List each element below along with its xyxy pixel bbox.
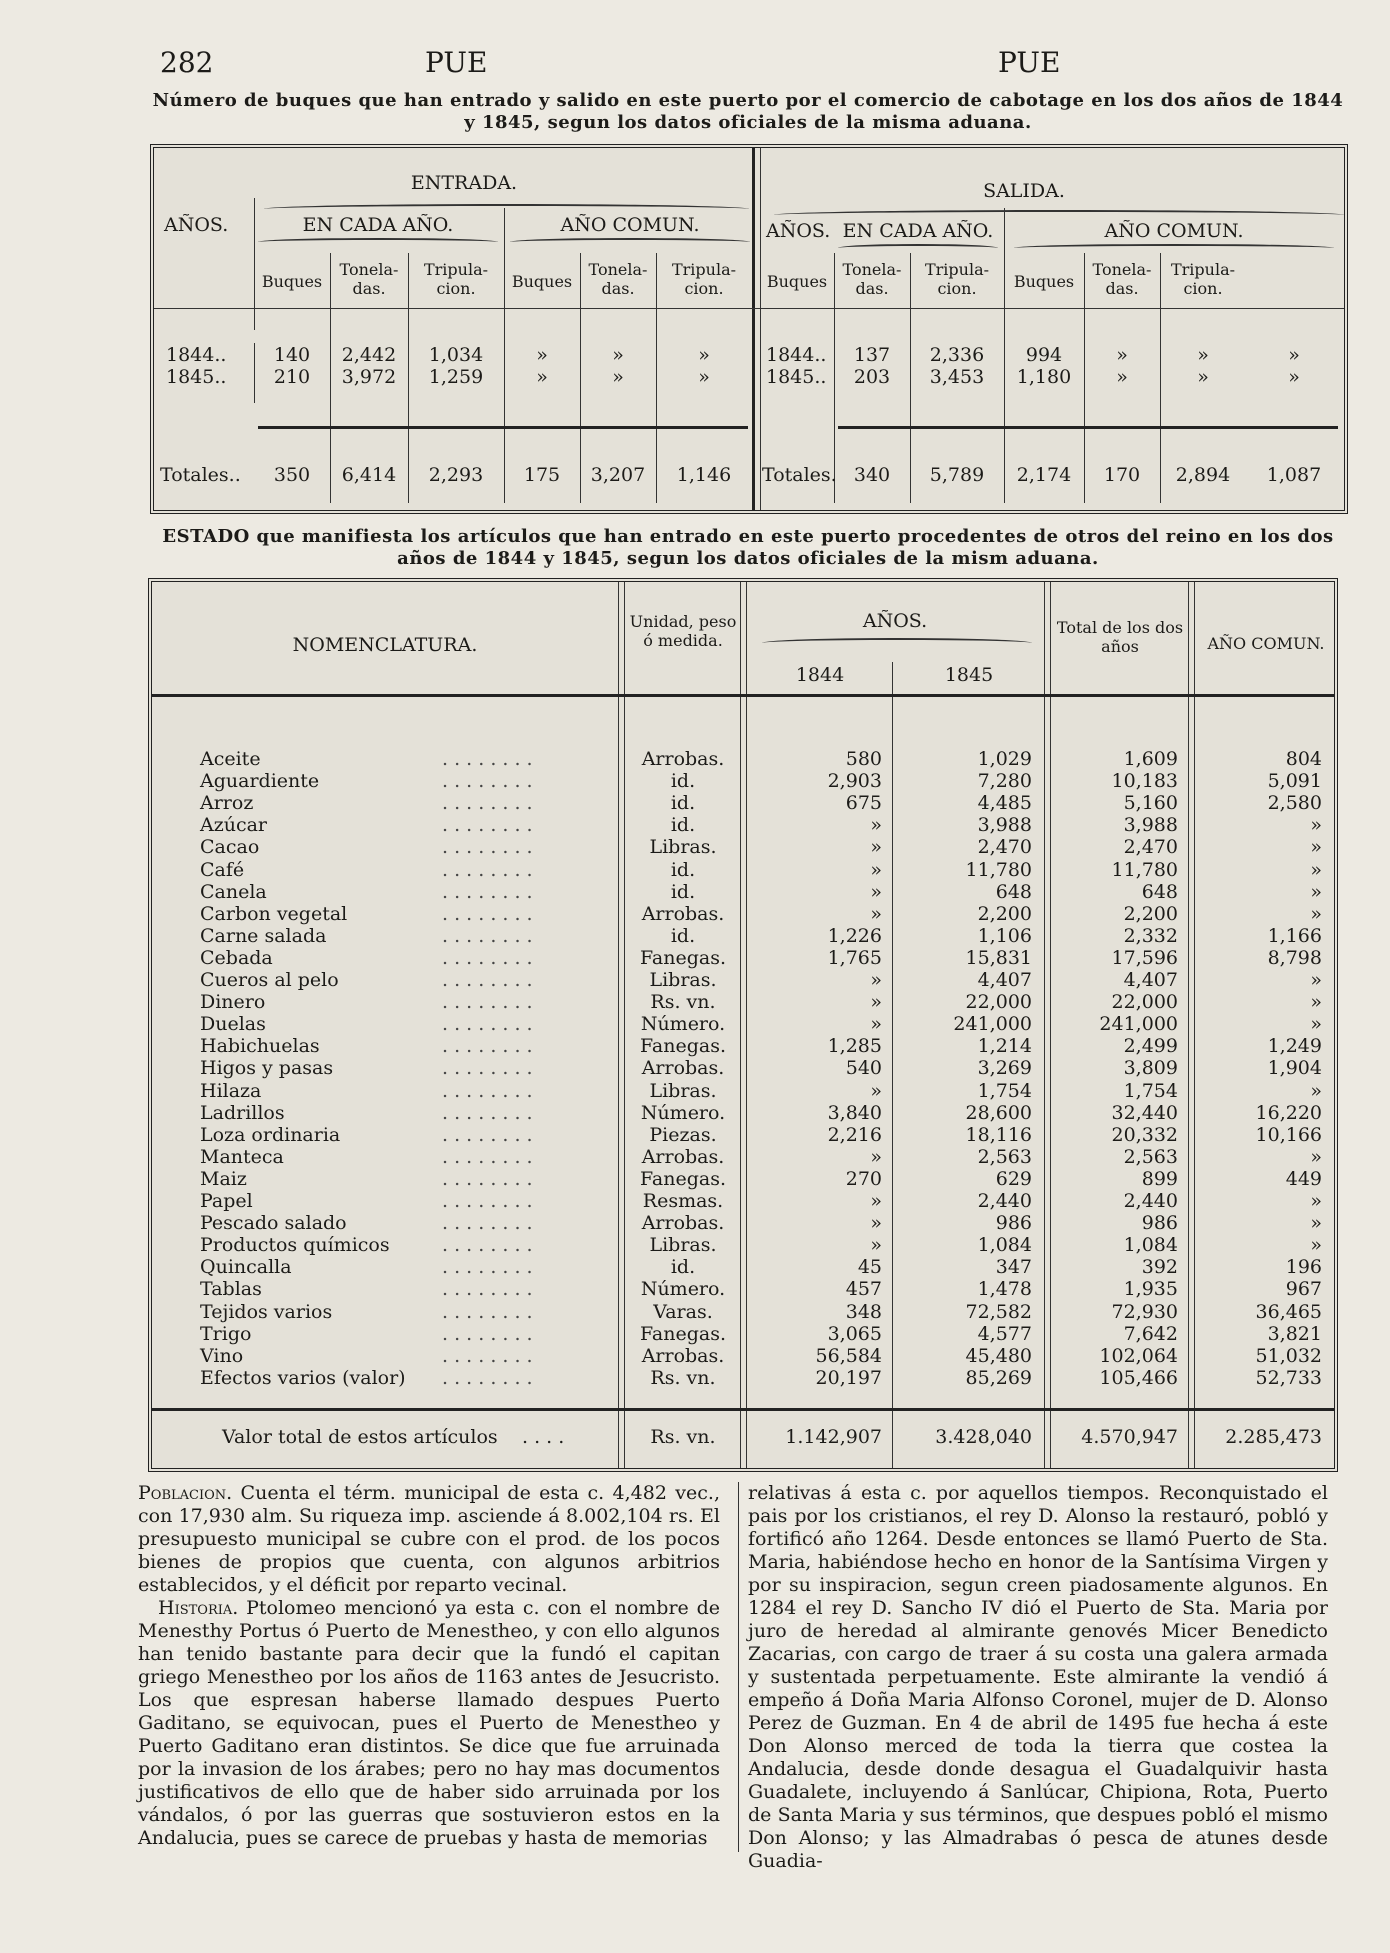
salida-brace: [774, 210, 1344, 220]
article-cell: 32,440: [1111, 1101, 1178, 1124]
table-row: [152, 881, 1334, 903]
article-name: Carne salada: [200, 924, 327, 947]
leader-dots: . . . . . . . .: [442, 946, 533, 969]
leader-dots: . . . . . . . .: [442, 1344, 533, 1367]
table-row: [152, 1035, 1334, 1057]
col-tripulacion-salida-comun: Tripula-cion.: [1170, 260, 1236, 298]
article-cell: 2,563: [1123, 1145, 1178, 1168]
table-row: [152, 1124, 1334, 1146]
article-cell: »: [870, 1079, 882, 1102]
article-cell: 1,106: [977, 924, 1032, 947]
article-cell: »: [870, 1013, 882, 1036]
article-cell: id.: [670, 792, 696, 815]
en-cada-ano-salida: EN CADA AÑO.: [842, 220, 994, 242]
article-cell: 3,269: [977, 1057, 1032, 1080]
article-name: Canela: [200, 880, 267, 903]
article-cell: 22,000: [1111, 991, 1178, 1014]
article-cell: 1,935: [1123, 1278, 1178, 1301]
article-cell: 241,000: [1099, 1013, 1178, 1036]
article-cell: Arrobas.: [641, 1344, 725, 1367]
running-header: [160, 46, 1080, 86]
article-cell: Piezas.: [649, 1123, 717, 1146]
table-row: [152, 1102, 1334, 1124]
article-cell: 986: [1141, 1212, 1178, 1235]
header-left-word: PUE: [425, 46, 488, 79]
article-name: Duelas: [200, 1013, 266, 1036]
article-cell: 2,440: [1123, 1190, 1178, 1212]
article-cell: »: [870, 836, 882, 859]
article-cell: »: [870, 880, 882, 903]
col-toneladas-salida-comun: Tonela-das.: [1092, 260, 1152, 298]
article-cell: 7,642: [1123, 1322, 1178, 1345]
article-cell: 10,183: [1111, 770, 1178, 793]
leader-dots: . . . . . . . .: [442, 1256, 533, 1279]
article-cell: 7,280: [977, 770, 1032, 793]
article-cell: 648: [995, 880, 1032, 903]
article-cell: 18,116: [965, 1123, 1032, 1146]
table-row: [152, 1323, 1334, 1345]
shipping-table: [150, 144, 1348, 514]
total-value-row: Valor total de estos artículos . . . . Rs. vn. 1.142,907 3.428,040 4.570,947 2.285,473: [222, 1426, 1322, 1448]
col-buques: Buques: [261, 272, 323, 291]
leader-dots: . . . . . . . .: [442, 770, 533, 793]
table-row: [152, 1278, 1334, 1300]
historia-text: Ptolomeo mencionó ya esta c. con el nombre de Menesthy Portus ó Puerto de Menestheo, y con ello algunos han tenido bastante para decir que la fundó el capitan griego Menestheo por los años de 1163 antes de Jesucristo. Los que espresan haberse llamado despues Puerto Gaditano, se equivocan, pues el Puerto de Menestheo y Puerto Gaditano eran distintos. Se dice que fue arruinada por la invasion de los árabes; pero no hay mas documentos justificativos de ello que de haber sido arruinada por los vándalos, ó por las guerras que sostuvieron estos en la Andalucia, pues se carece de pruebas y hasta de memorias: [138, 1597, 720, 1849]
article-cell: »: [1310, 1013, 1322, 1036]
leader-dots: . . . . . . . .: [442, 1278, 533, 1301]
leader-dots: . . . . . . . .: [442, 1322, 533, 1345]
article-cell: »: [1310, 836, 1322, 859]
article-name: Azúcar: [200, 814, 268, 837]
article-cell: Fanegas.: [640, 1322, 726, 1345]
article-cell: 11,780: [1111, 858, 1178, 881]
col-ano-comun: AÑO COMUN.: [1207, 634, 1325, 653]
leader-dots: . . . . . . . .: [442, 902, 533, 925]
article-name: Efectos varios (valor): [200, 1366, 406, 1389]
article-cell: 5,091: [1267, 770, 1322, 793]
article-cell: »: [870, 1234, 882, 1257]
article-cell: 1,166: [1267, 924, 1322, 947]
table-row: [152, 1212, 1334, 1234]
article-name: Pescado salado: [200, 1212, 347, 1235]
col-anos: AÑOS.: [862, 610, 928, 632]
entrada-brace: [264, 204, 749, 214]
leader-dots: . . . . . . . .: [442, 880, 533, 903]
leader-dots: . . . . . . . .: [442, 1101, 533, 1124]
article-cell: Número.: [640, 1013, 726, 1036]
article-cell: 28,600: [965, 1101, 1032, 1124]
article-cell: 20,332: [1111, 1123, 1178, 1146]
col-tripulacion-comun: Tripula-cion.: [671, 260, 737, 298]
table-row: [152, 1367, 1334, 1389]
article-cell: 56,584: [815, 1344, 882, 1367]
col-total: Total de los dos años: [1056, 618, 1184, 656]
ano-comun-entrada: AÑO COMUN.: [560, 214, 700, 236]
ano-comun-salida: AÑO COMUN.: [1104, 220, 1244, 242]
page-number: 282: [160, 46, 214, 79]
article-cell: 52,733: [1255, 1366, 1322, 1389]
table-row: 1844.. 140 2,442 1,034 » » » 1844.. 137 2,336 994 » » »: [166, 344, 1300, 366]
article-cell: »: [1310, 1145, 1322, 1168]
article-cell: Rs. vn.: [650, 1366, 716, 1389]
leader-dots: . . . . . . . .: [442, 1035, 533, 1058]
article-cell: 648: [1141, 880, 1178, 903]
leader-dots: . . . . . . . .: [442, 1234, 533, 1257]
table-row: [152, 969, 1334, 991]
article-cell: 1,084: [977, 1234, 1032, 1257]
col-buques-salida-comun: Buques: [1013, 272, 1075, 291]
article-cell: 2,563: [977, 1145, 1032, 1168]
article-cell: 2,332: [1123, 924, 1178, 947]
article-name: Trigo: [200, 1322, 252, 1345]
article-cell: 392: [1141, 1256, 1178, 1279]
article-cell: 45,480: [965, 1344, 1032, 1367]
col-buques-comun: Buques: [511, 272, 573, 291]
article-cell: 22,000: [965, 991, 1032, 1014]
article-cell: Arrobas.: [641, 902, 725, 925]
article-name: Dinero: [200, 991, 266, 1014]
article-cell: 1,285: [827, 1035, 882, 1058]
article-cell: »: [1310, 858, 1322, 881]
leader-dots: . . . . . . . .: [442, 836, 533, 859]
totals-row: Totales.. 350 6,414 2,293 175 3,207 1,146 Totales. 340 5,789 2,174 170 2,894 1,087: [160, 464, 1322, 486]
left-column-text: [138, 1482, 720, 1850]
article-cell: »: [1310, 1190, 1322, 1212]
historia-heading: Historia.: [158, 1597, 239, 1619]
leader-dots: . . . . . . . .: [442, 748, 533, 770]
table-row: [152, 1013, 1334, 1035]
leader-dots: . . . . . . . .: [442, 1167, 533, 1190]
article-cell: 11,780: [965, 858, 1032, 881]
article-cell: 3,840: [827, 1101, 882, 1124]
leader-dots: . . . . . . . .: [442, 858, 533, 881]
table-row: [152, 903, 1334, 925]
article-cell: Rs. vn.: [650, 991, 716, 1014]
article-cell: Fanegas.: [640, 946, 726, 969]
article-cell: »: [1310, 1079, 1322, 1102]
leader-dots: . . . . . . . .: [442, 991, 533, 1014]
article-name: Vino: [200, 1344, 244, 1367]
article-cell: 4,407: [1123, 969, 1178, 991]
article-cell: 2,216: [827, 1123, 882, 1146]
col-toneladas-comun: Tonela-das.: [588, 260, 648, 298]
leader-dots: . . . . . . . .: [442, 924, 533, 947]
article-name: Aguardiente: [200, 770, 320, 793]
article-cell: id.: [670, 880, 696, 903]
article-cell: 449: [1285, 1167, 1322, 1190]
col-toneladas-salida: Tonela-das.: [842, 260, 902, 298]
article-cell: 348: [845, 1300, 882, 1323]
article-cell: 2,903: [827, 770, 882, 793]
anos-label-salida: AÑOS.: [766, 220, 831, 242]
article-cell: 8,798: [1267, 946, 1322, 969]
article-cell: 2,499: [1123, 1035, 1178, 1058]
article-cell: 17,596: [1111, 946, 1178, 969]
article-name: Hilaza: [200, 1079, 262, 1102]
table-row: [152, 1146, 1334, 1168]
leader-dots: . . . . . . . .: [442, 814, 533, 837]
table-row: [152, 947, 1334, 969]
article-cell: 3,988: [977, 814, 1032, 837]
article-cell: 72,930: [1111, 1300, 1178, 1323]
article-cell: 1,214: [977, 1035, 1032, 1058]
article-cell: »: [1310, 902, 1322, 925]
table-row: [152, 770, 1334, 792]
article-cell: Número.: [640, 1278, 726, 1301]
article-cell: 629: [995, 1167, 1032, 1190]
leader-dots: . . . . . . . .: [442, 1013, 533, 1036]
article-cell: 1,904: [1267, 1057, 1322, 1080]
article-cell: id.: [670, 770, 696, 793]
leader-dots: . . . . . . . .: [442, 1123, 533, 1146]
col-tripulacion-salida: Tripula-cion.: [924, 260, 990, 298]
col-nomenclatura: NOMENCLATURA.: [292, 634, 478, 656]
table2-caption: ESTADO que manifiesta los artículos que han entrado en este puerto procedentes de otros del reino en los dos años de 1844 y 1845, segun los datos oficiales de la mism aduana.: [162, 526, 1334, 569]
article-cell: »: [1310, 991, 1322, 1014]
article-name: Cueros al pelo: [200, 969, 339, 991]
table-row: [152, 991, 1334, 1013]
table-row: [152, 836, 1334, 858]
leader-dots: . . . . . . . .: [442, 1145, 533, 1168]
leader-dots: . . . . . . . .: [442, 1212, 533, 1235]
article-name: Productos químicos: [200, 1234, 390, 1257]
article-cell: 1,478: [977, 1278, 1032, 1301]
article-name: Quincalla: [200, 1256, 292, 1279]
col-1845: 1845: [944, 664, 994, 686]
article-cell: »: [1310, 814, 1322, 837]
article-cell: 1,754: [1123, 1079, 1178, 1102]
anos-brace: [762, 638, 1032, 648]
article-cell: 804: [1285, 748, 1322, 770]
article-cell: Fanegas.: [640, 1167, 726, 1190]
leader-dots: . . . . . . . .: [442, 792, 533, 815]
article-cell: 45: [857, 1256, 882, 1279]
article-name: Loza ordinaria: [200, 1123, 341, 1146]
article-name: Tablas: [200, 1278, 262, 1301]
article-cell: 580: [845, 748, 882, 770]
article-cell: »: [1310, 969, 1322, 991]
article-cell: 540: [845, 1057, 882, 1080]
article-cell: 2,200: [977, 902, 1032, 925]
article-name: Cebada: [200, 946, 273, 969]
article-cell: 85,269: [965, 1366, 1032, 1389]
article-cell: 967: [1285, 1278, 1322, 1301]
article-cell: 2,200: [1123, 902, 1178, 925]
article-cell: 1,029: [977, 748, 1032, 770]
en-cada-ano-entrada: EN CADA AÑO.: [302, 214, 454, 236]
article-cell: Arrobas.: [641, 748, 725, 770]
article-name: Manteca: [200, 1145, 284, 1168]
leader-dots: . . . . . . . .: [442, 969, 533, 991]
article-name: Tejidos varios: [200, 1300, 333, 1323]
article-cell: »: [870, 902, 882, 925]
article-cell: »: [1310, 1212, 1322, 1235]
article-cell: »: [870, 991, 882, 1014]
col-unidad: Unidad, peso ó medida.: [629, 612, 737, 650]
col-toneladas: Tonela-das.: [339, 260, 399, 298]
entrada-heading: ENTRADA.: [410, 172, 518, 194]
article-cell: 20,197: [815, 1366, 882, 1389]
table-row: [152, 925, 1334, 947]
article-name: Aceite: [200, 748, 261, 770]
article-name: Cacao: [200, 836, 260, 859]
article-cell: Libras.: [649, 836, 717, 859]
table-row: [152, 1301, 1334, 1323]
article-cell: »: [870, 969, 882, 991]
article-name: Higos y pasas: [200, 1057, 334, 1080]
article-cell: Fanegas.: [640, 1035, 726, 1058]
table-row: 1845.. 210 3,972 1,259 » » » 1845.. 203 3,453 1,180 » » »: [166, 366, 1300, 388]
col-buques-salida: Buques: [766, 272, 828, 291]
table-row: [152, 859, 1334, 881]
article-cell: 4,407: [977, 969, 1032, 991]
article-cell: 10,166: [1255, 1123, 1322, 1146]
article-cell: 1,084: [1123, 1234, 1178, 1257]
article-cell: id.: [670, 924, 696, 947]
col-tripulacion: Tripula-cion.: [423, 260, 489, 298]
table1-caption: Número de buques que han entrado y salido en este puerto por el comercio de cabotage en los dos años de 1844 y 1845, segun los datos oficiales de la misma aduana.: [152, 90, 1344, 133]
article-cell: 457: [845, 1278, 882, 1301]
article-cell: 72,582: [965, 1300, 1032, 1323]
article-cell: Resmas.: [642, 1190, 724, 1212]
leader-dots: . . . . . . . .: [442, 1300, 533, 1323]
salida-heading: SALIDA.: [983, 180, 1065, 202]
table-row: [152, 1168, 1334, 1190]
articles-table: [148, 578, 1338, 1472]
article-cell: 1,754: [977, 1079, 1032, 1102]
article-cell: 2,470: [977, 836, 1032, 859]
article-cell: 347: [995, 1256, 1032, 1279]
article-cell: 986: [995, 1212, 1032, 1235]
table-row: [152, 814, 1334, 836]
col-1844: 1844: [795, 664, 845, 686]
article-cell: 899: [1141, 1167, 1178, 1190]
article-cell: 4,485: [977, 792, 1032, 815]
article-cell: 675: [845, 792, 882, 815]
leader-dots: . . . . . . . .: [442, 1057, 533, 1080]
leader-dots: . . . . . . . .: [442, 1190, 533, 1212]
article-name: Maiz: [200, 1167, 247, 1190]
article-cell: »: [870, 1145, 882, 1168]
article-cell: Libras.: [649, 1079, 717, 1102]
header-right-word: PUE: [998, 46, 1061, 79]
article-cell: Varas.: [653, 1300, 713, 1323]
article-cell: 15,831: [965, 946, 1032, 969]
article-cell: »: [870, 1212, 882, 1235]
table-row: [152, 748, 1334, 770]
article-name: Habichuelas: [200, 1035, 320, 1058]
article-cell: 105,466: [1099, 1366, 1178, 1389]
article-cell: 3,821: [1267, 1322, 1322, 1345]
table-row: [152, 1345, 1334, 1367]
article-name: Café: [200, 858, 245, 881]
article-cell: Arrobas.: [641, 1145, 725, 1168]
anos-label-entrada: AÑOS.: [164, 214, 229, 236]
table-row: [152, 1234, 1334, 1256]
leader-dots: . . . . . . . .: [442, 1079, 533, 1102]
article-cell: 1,765: [827, 946, 882, 969]
article-cell: Arrobas.: [641, 1212, 725, 1235]
article-name: Ladrillos: [200, 1101, 285, 1124]
article-name: Carbon vegetal: [200, 902, 348, 925]
article-name: Papel: [200, 1190, 253, 1212]
article-cell: Libras.: [649, 1234, 717, 1257]
article-cell: »: [870, 1190, 882, 1212]
leader-dots: . . . . . . . .: [442, 1366, 533, 1389]
table-row: [152, 1057, 1334, 1079]
article-cell: Número.: [640, 1101, 726, 1124]
article-cell: 36,465: [1255, 1300, 1322, 1323]
article-cell: 1,249: [1267, 1035, 1322, 1058]
article-cell: 196: [1285, 1256, 1322, 1279]
article-cell: »: [1310, 880, 1322, 903]
article-cell: 5,160: [1123, 792, 1178, 815]
article-cell: 3,988: [1123, 814, 1178, 837]
article-cell: id.: [670, 858, 696, 881]
article-cell: id.: [670, 1256, 696, 1279]
right-column-text: relativas á esta c. por aquellos tiempos. Reconquistado el pais por los cristianos, el rey D. Alonso la restauró, pobló y fortificó año 1264. Desde entonces se llamó Puerto de Sta. Maria, habiéndose hecho en honor de la Santísima Virgen y por su inspiracion, segun creen piadosamente algunos. En 1284 el rey D. Sancho IV dió el Puerto de Sta. Maria por juro de heredad al almirante genovés Micer Benedicto Zacarias, con cargo de traer á su costa una galera armada y sustentada perpetuamente. Este almirante la vendió á empeño á Doña Maria Alfonso Coronel, mujer de D. Alonso Perez de Guzman. En 4 de abril de 1495 fue hecha á este Don Alonso merced de toda la tierra que costea la Andalucia, desde donde desagua el Guadalquivir hasta Guadalete, incluyendo á Sanlúcar, Chipiona, Rota, Puerto de Santa Maria y sus términos, que despues pobló el mismo Don Alonso; y las Almadrabas ó pesca de atunes desde Guadia-: [748, 1482, 1328, 1872]
article-cell: Libras.: [649, 969, 717, 991]
article-cell: id.: [670, 814, 696, 837]
article-cell: 102,064: [1099, 1344, 1178, 1367]
article-cell: 270: [845, 1167, 882, 1190]
article-cell: 2,580: [1267, 792, 1322, 815]
article-cell: 3,809: [1123, 1057, 1178, 1080]
article-cell: 2,470: [1123, 836, 1178, 859]
article-cell: 1,226: [827, 924, 882, 947]
article-cell: 241,000: [953, 1013, 1032, 1036]
article-cell: 3,065: [827, 1322, 882, 1345]
article-cell: Arrobas.: [641, 1057, 725, 1080]
article-cell: 1,609: [1123, 748, 1178, 770]
article-cell: 4,577: [977, 1322, 1032, 1345]
article-cell: »: [870, 858, 882, 881]
table-row: [152, 792, 1334, 814]
article-cell: 16,220: [1255, 1101, 1322, 1124]
article-cell: 51,032: [1255, 1344, 1322, 1367]
table-row: [152, 1190, 1334, 1212]
article-cell: 2,440: [977, 1190, 1032, 1212]
table-row: [152, 1256, 1334, 1278]
total-label: Valor total de estos artículos: [222, 1426, 498, 1448]
poblacion-text: Cuenta el térm. municipal de esta c. 4,482 vec., con 17,930 alm. Su riqueza imp. asciende á 8.002,104 rs. El presupuesto municipal se cubre con el prod. de los pocos bienes de propios que cuenta, con algunos arbitrios establecidos, y el déficit por reparto vecinal.: [138, 1482, 720, 1596]
poblacion-heading: Poblacion.: [138, 1482, 233, 1504]
table-row: [152, 1080, 1334, 1102]
article-name: Arroz: [200, 792, 254, 815]
article-cell: »: [1310, 1234, 1322, 1257]
article-cell: »: [870, 814, 882, 837]
